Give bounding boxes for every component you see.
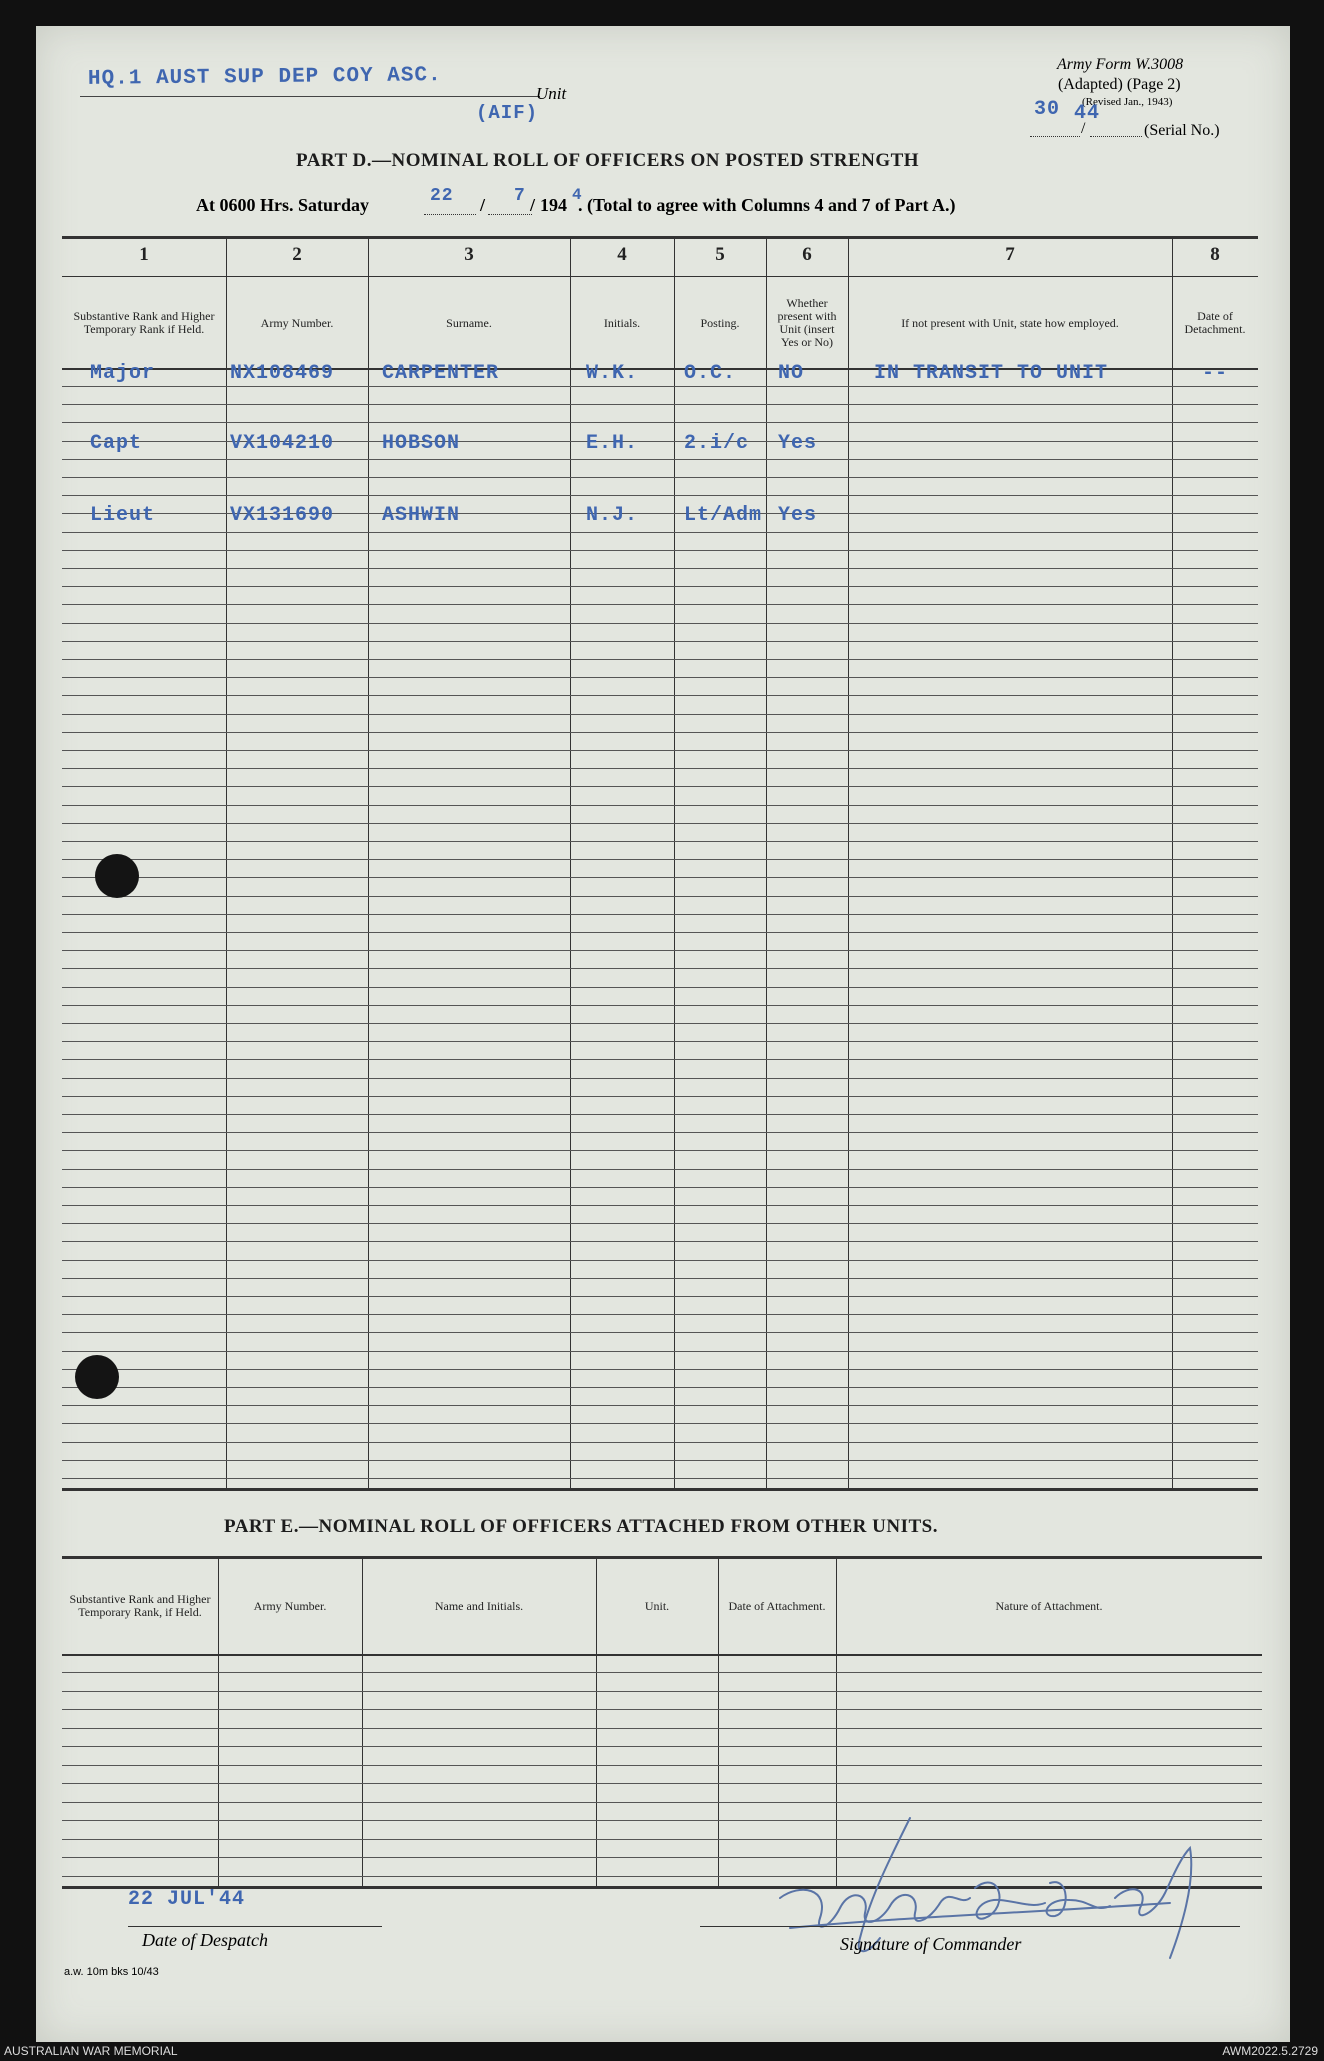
table-e-rule (62, 1728, 1262, 1729)
row-2-surname: HOBSON (382, 432, 461, 455)
table-d-rule (62, 1041, 1258, 1042)
table-d-rule (62, 1096, 1258, 1097)
col-header-3: Surname. (446, 315, 492, 330)
col-num-5: 5 (715, 244, 725, 265)
table-d-col-divider (766, 236, 767, 1488)
row-3-posting: Lt/Adm (684, 504, 763, 527)
col-num-6: 6 (802, 244, 812, 265)
archive-left: AUSTRALIAN WAR MEMORIAL (4, 2044, 178, 2058)
table-d-rule (62, 1478, 1258, 1479)
row-3-initials: N.J. (586, 504, 639, 527)
table-d-rule (62, 1351, 1258, 1352)
col-num-3: 3 (464, 244, 474, 265)
army-form-label: Army Form W.3008 (1057, 56, 1184, 73)
table-d-rule (62, 641, 1258, 642)
date-month: 7 (514, 186, 526, 206)
part-e-col-header-4: Unit. (644, 1598, 670, 1613)
table-d-rule (62, 1132, 1258, 1133)
row-1-number: NX108469 (230, 362, 335, 385)
archive-right: AWM2022.5.2729 (1222, 2044, 1318, 2058)
aif-typed: (AIF) (476, 102, 539, 124)
table-d-rule (62, 968, 1258, 969)
table-d-rule (62, 586, 1258, 587)
table-d-rule (62, 1169, 1258, 1170)
table-d-rule (62, 1223, 1258, 1224)
table-d-rule (62, 550, 1258, 551)
year-digit: 4 (572, 186, 583, 204)
row-3-present: Yes (778, 504, 818, 527)
table-d-num-divider (62, 276, 1258, 277)
table-d-top-border (62, 236, 1258, 239)
table-e-col-divider (596, 1556, 597, 1886)
signature-line (700, 1926, 1240, 1927)
table-d-rule (62, 1332, 1258, 1333)
col-num-8: 8 (1210, 244, 1220, 265)
table-d-rule (62, 859, 1258, 860)
serial-line-b (1090, 136, 1142, 137)
table-d-rule (62, 896, 1258, 897)
table-d-rule (62, 841, 1258, 842)
table-d-rule (62, 1005, 1258, 1006)
part-e-col-header-1: Substantive Rank and Higher Temporary Rank, if Held. (69, 1592, 211, 1619)
punch-hole-top (95, 854, 139, 898)
date-sep-1: / (480, 195, 486, 215)
serial-year: 44 (1074, 102, 1101, 125)
table-e-col-divider (718, 1556, 719, 1886)
punch-hole-bottom (75, 1355, 119, 1399)
table-d-rule (62, 786, 1258, 787)
table-d-col-divider (368, 236, 369, 1488)
table-d-rule (62, 823, 1258, 824)
row-1-rank: Major (90, 362, 156, 385)
row-3-rank: Lieut (90, 504, 156, 527)
signature-label: Signature of Commander (840, 1934, 1022, 1954)
table-d-rule (62, 950, 1258, 951)
table-d-rule (62, 1023, 1258, 1024)
despatch-line (128, 1926, 382, 1927)
part-e-col-header-6: Nature of Attachment. (995, 1598, 1103, 1613)
serial-separator: / (1081, 120, 1086, 137)
day-line (424, 214, 476, 215)
archive-footer (0, 2042, 1324, 2061)
year-prefix: 194 (540, 195, 567, 215)
part-e-col-header-3: Name and Initials. (434, 1598, 524, 1613)
serial-label: (Serial No.) (1144, 122, 1220, 139)
date-day: 22 (430, 186, 454, 206)
table-e-rule (62, 1765, 1262, 1766)
table-e-rule (62, 1746, 1262, 1747)
table-d-rule (62, 732, 1258, 733)
table-d-rule (62, 768, 1258, 769)
table-e-rule (62, 1672, 1262, 1673)
table-d-rule (62, 1314, 1258, 1315)
col-num-4: 4 (617, 244, 627, 265)
table-d-col-divider (570, 236, 571, 1488)
part-e-title: PART E.—NOMINAL ROLL OF OFFICERS ATTACHED FROM OTHER UNITS. (224, 1516, 938, 1537)
unit-name: HQ.1 AUST SUP DEP COY ASC. (87, 64, 442, 91)
table-d-rule (62, 1405, 1258, 1406)
date-sep-2: / (530, 195, 536, 215)
table-d-rule (62, 532, 1258, 533)
table-d-rule (62, 1369, 1258, 1370)
table-d-rule (62, 1078, 1258, 1079)
table-d-rule (62, 1114, 1258, 1115)
table-d-rule (62, 1205, 1258, 1206)
table-d-rule (62, 1296, 1258, 1297)
table-d-rule (62, 805, 1258, 806)
table-e-col-divider (218, 1556, 219, 1886)
table-d-rule (62, 1241, 1258, 1242)
table-d-rule (62, 422, 1258, 423)
table-d-rule (62, 1059, 1258, 1060)
col-header-6: Whether present with Unit (insert Yes or No) (777, 296, 837, 349)
table-d-rule (62, 714, 1258, 715)
table-d-rule (62, 386, 1258, 387)
col-header-7: If not present with Unit, state how employed. (901, 315, 1119, 330)
table-d-rule (62, 1460, 1258, 1461)
col-num-1: 1 (139, 244, 149, 265)
table-d-rule (62, 604, 1258, 605)
at-time-label: At 0600 Hrs. Saturday (196, 195, 370, 215)
col-header-2: Army Number. (260, 315, 334, 330)
row-2-posting: 2.i/c (684, 432, 750, 455)
col-num-7: 7 (1005, 244, 1015, 265)
table-d-col-divider (1172, 236, 1173, 1488)
table-d-rule (62, 1150, 1258, 1151)
printer-mark: a.w. 10m bks 10/43 (64, 1966, 159, 1978)
row-2-rank: Capt (90, 432, 143, 455)
despatch-date: 22 JUL'44 (128, 1888, 246, 1911)
table-d-rule (62, 477, 1258, 478)
row-2-number: VX104210 (230, 432, 335, 455)
serial-line-a (1030, 136, 1080, 137)
row-1-detached: -- (1202, 362, 1229, 385)
col-header-8: Date of Detachment. (1184, 309, 1246, 336)
table-d-rule (62, 1387, 1258, 1388)
table-d-rule (62, 568, 1258, 569)
part-e-col-header-2: Army Number. (253, 1598, 327, 1613)
row-2-present: Yes (778, 432, 818, 455)
table-d-rule (62, 677, 1258, 678)
table-d-col-divider (848, 236, 849, 1488)
table-e-header-divider (62, 1654, 1262, 1656)
col-num-2: 2 (292, 244, 302, 265)
table-d-rule (62, 1187, 1258, 1188)
table-d-rule (62, 404, 1258, 405)
table-d-rule (62, 877, 1258, 878)
table-d-rule (62, 623, 1258, 624)
unit-label: Unit (536, 84, 567, 103)
row-1-present: NO (778, 362, 805, 385)
table-d-col-divider (226, 236, 227, 1488)
table-e-top-border (62, 1556, 1262, 1559)
table-e-rule (62, 1691, 1262, 1692)
table-d-rule (62, 914, 1258, 915)
table-d-col-divider (674, 236, 675, 1488)
table-e-rule (62, 1783, 1262, 1784)
serial-number: 30 (1034, 98, 1061, 121)
table-e-rule (62, 1709, 1262, 1710)
table-d-rule (62, 1260, 1258, 1261)
row-2-initials: E.H. (586, 432, 639, 455)
table-d-bottom-border (62, 1488, 1258, 1491)
table-d-rule (62, 1423, 1258, 1424)
row-1-employed: IN TRANSIT TO UNIT (874, 362, 1109, 385)
col-header-4: Initials. (603, 315, 641, 330)
month-line (488, 214, 532, 215)
table-d-rule (62, 1278, 1258, 1279)
row-3-number: VX131690 (230, 504, 335, 527)
part-e-col-header-5: Date of Attachment. (728, 1598, 826, 1613)
total-note: . (Total to agree with Columns 4 and 7 of Part A.) (578, 195, 956, 215)
revised-label: (Revised Jan., 1943) (1082, 96, 1173, 108)
table-d-rule (62, 932, 1258, 933)
row-1-initials: W.K. (586, 362, 639, 385)
table-d-rule (62, 1442, 1258, 1443)
despatch-label: Date of Despatch (142, 1930, 268, 1950)
part-d-title: PART D.—NOMINAL ROLL OF OFFICERS ON POSTED STRENGTH (296, 150, 920, 171)
table-e-col-divider (362, 1556, 363, 1886)
adapted-label: (Adapted) (Page 2) (1058, 76, 1181, 93)
table-d-rule (62, 987, 1258, 988)
col-header-5: Posting. (700, 315, 740, 330)
table-d-rule (62, 750, 1258, 751)
table-d-rule (62, 695, 1258, 696)
table-d-rule (62, 495, 1258, 496)
row-3-surname: ASHWIN (382, 504, 461, 527)
col-header-1: Substantive Rank and Higher Temporary Rank if Held. (73, 309, 215, 336)
table-d-rule (62, 459, 1258, 460)
row-1-surname: CARPENTER (382, 362, 500, 385)
unit-line (80, 96, 540, 97)
table-d-rule (62, 659, 1258, 660)
row-1-posting: O.C. (684, 362, 737, 385)
